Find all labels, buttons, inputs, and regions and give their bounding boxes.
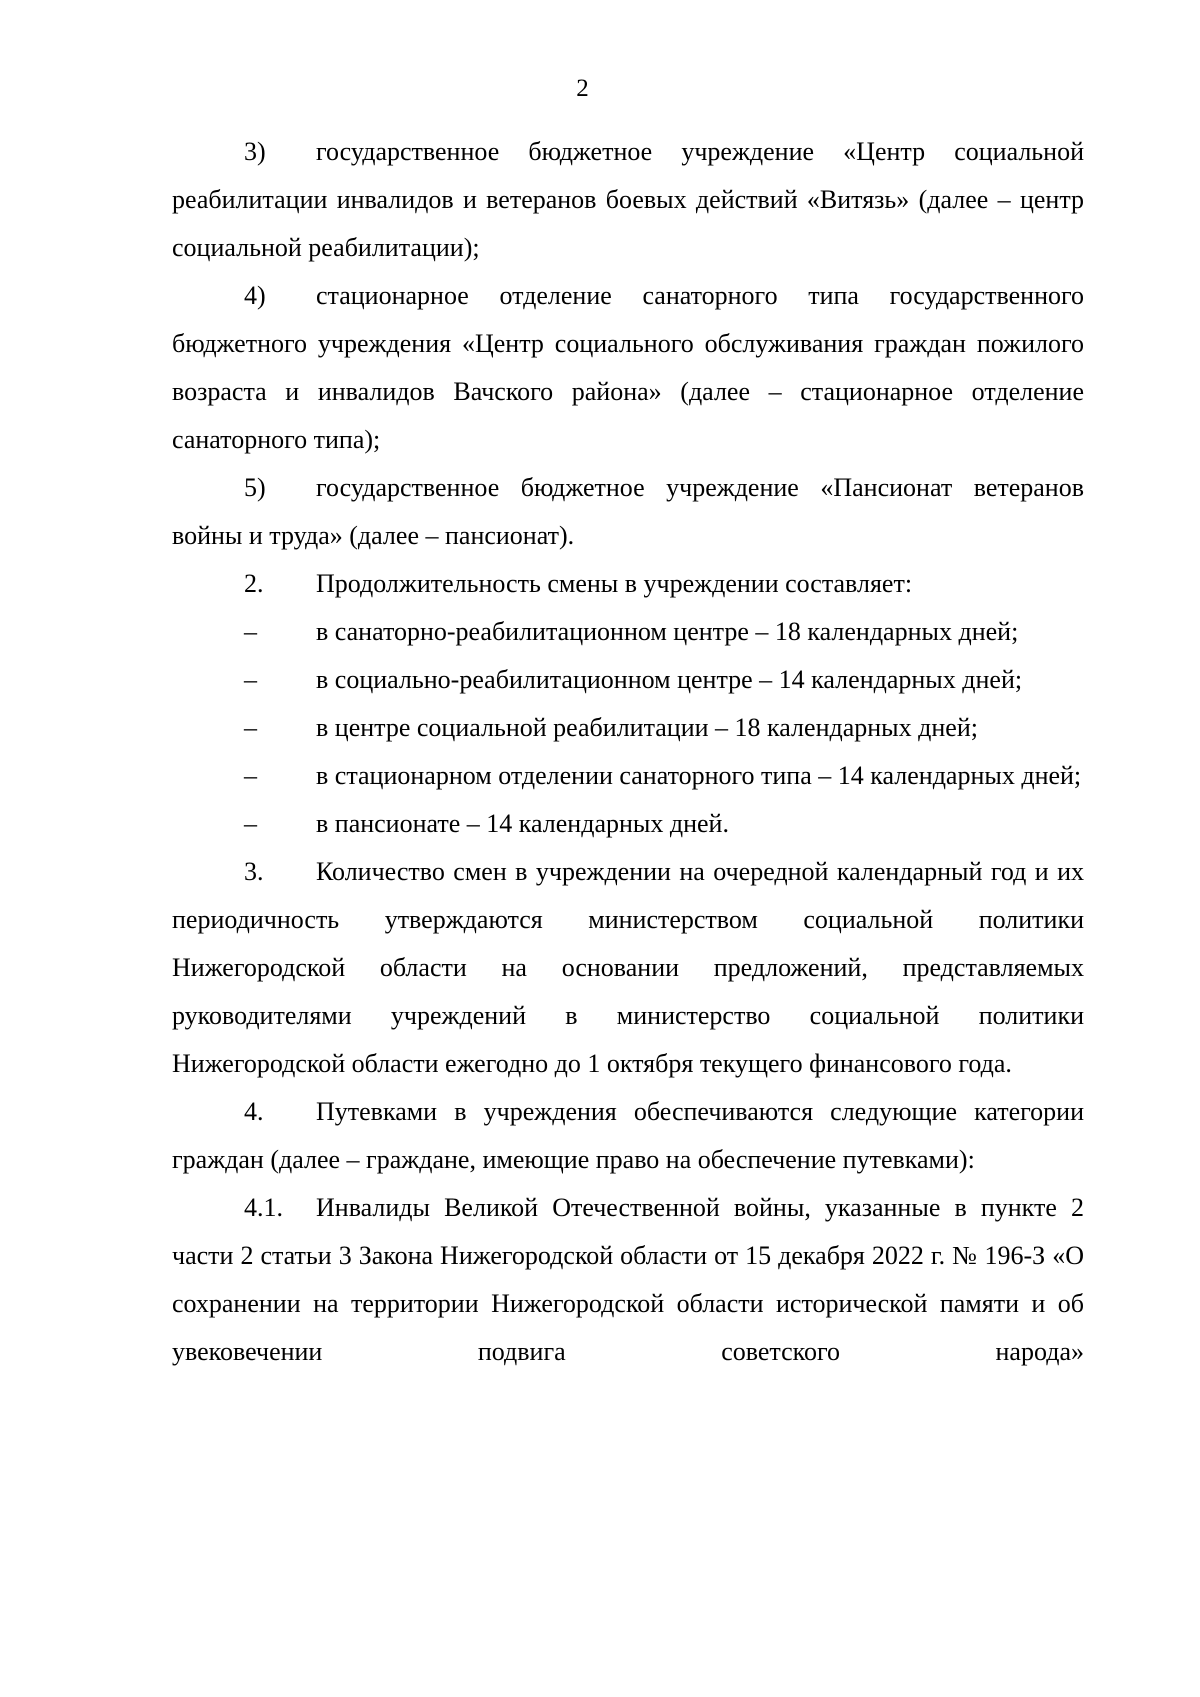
paragraph-4-1 [172,1184,1084,1376]
item-number: 4.1. [244,1193,283,1222]
item-text: № 196-З «О сохранении на территории Нижегородской области [172,1241,1084,1318]
item-text: ветеранов войны и труда» (далее – пансионат). [172,473,1084,550]
item-number: 3) [244,137,266,166]
item-text: Продолжительность смены в учреждении составляет: [316,569,913,598]
item-text: Инвалиды Великой Отечественной войны, указанные в пункте [316,1193,1057,1222]
document-body [172,128,1084,1376]
dash-list-item [172,656,1084,704]
item-text: Нижегородской области на основании предложений, представляемых [172,953,1084,982]
item-text: (далее – центр социальной реабилитации); [172,185,1084,262]
item-text: пожилого возраста и инвалидов Вачского района» (далее – стационарное [172,329,1084,406]
dash-list-item [172,608,1084,656]
dash-marker: – [244,617,257,646]
list-item-5 [172,464,1084,560]
dash-item-text: в пансионате – 14 календарных дней. [316,809,729,838]
item-text: и их периодичность утверждаются министерством социальной политики [172,857,1085,934]
item-text: руководителями учреждений в министерство социальной политики [172,1001,1084,1030]
dash-item-text: в стационарном отделении санаторного типа – 14 календарных дней; [316,761,1082,790]
dash-item-text: в санаторно-реабилитационном центре – 18 календарных дней; [316,617,1019,646]
page-number: 2 [576,75,589,102]
item-text: года. [958,1049,1012,1078]
item-number: 3. [244,857,264,886]
item-number: 2. [244,569,264,598]
item-text: исторической памяти и об увековечении подвига советского народа» [172,1289,1085,1366]
paragraph-3 [172,848,1084,1088]
item-number: 5) [244,473,266,502]
dash-marker: – [244,761,257,790]
item-text: государственное бюджетное учреждение «Пансионат [316,473,953,502]
dash-marker: – [244,713,257,742]
item-text: Количество смен в учреждении на очередной календарный год [316,857,1027,886]
dash-marker: – [244,809,257,838]
paragraph-2 [172,560,1084,608]
item-text: путевками): [842,1145,975,1174]
dash-marker: – [244,665,257,694]
item-text: Путевками в учреждения обеспечиваются следующие [316,1097,958,1126]
item-text: Нижегородской области ежегодно до 1 октября текущего финансового [172,1049,952,1078]
list-item-3 [172,128,1084,272]
dash-list-item [172,704,1084,752]
list-item-4 [172,272,1084,464]
item-text: 2 части 2 статьи 3 Закона Нижегородской области от 15 декабря 2022 г. [172,1193,1085,1270]
dash-item-text: в центре социальной реабилитации – 18 календарных дней; [316,713,978,742]
dash-list-item [172,752,1084,800]
item-text: категории граждан (далее – граждане, имеющие право на обеспечение [172,1097,1085,1174]
item-text: отделение санаторного типа); [172,377,1084,454]
item-text: стационарное отделение санаторного типа государственного [316,281,1084,310]
item-text: государственное бюджетное учреждение «Центр социальной [316,137,1084,166]
item-number: 4. [244,1097,264,1126]
item-text: бюджетного учреждения «Центр социального обслуживания граждан [172,329,966,358]
dash-list-item [172,800,1084,848]
paragraph-4 [172,1088,1084,1184]
item-text: реабилитации инвалидов и ветеранов боевых действий «Витязь» [172,185,910,214]
item-number: 4) [244,281,266,310]
dash-item-text: в социально-реабилитационном центре – 14 календарных дней; [316,665,1023,694]
